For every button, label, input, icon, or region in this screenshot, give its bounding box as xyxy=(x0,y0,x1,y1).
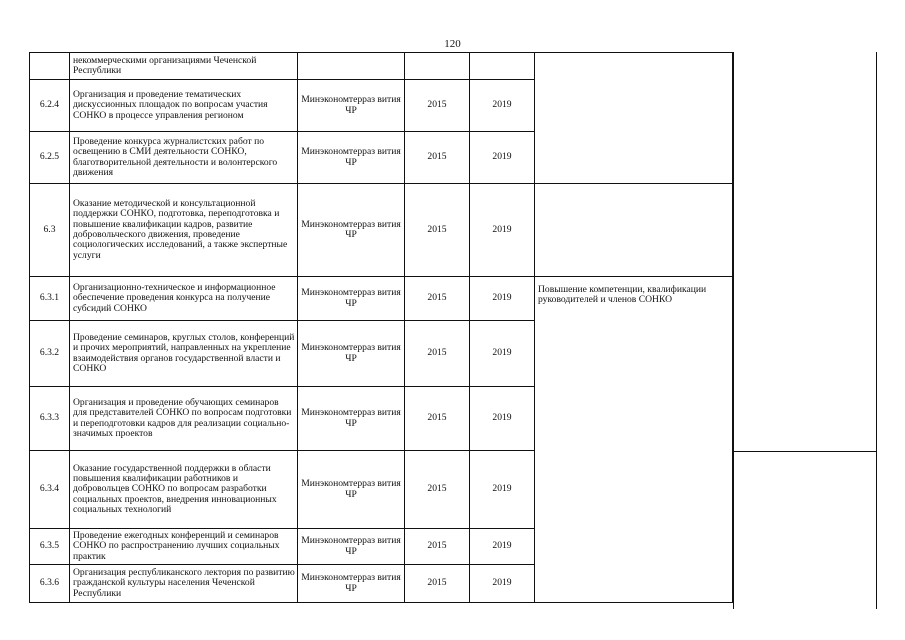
executor: Минэкономтерраз вития ЧР xyxy=(298,565,405,603)
start-year: 2015 xyxy=(405,529,470,565)
end-year: 2019 xyxy=(470,321,535,387)
row-number: 6.2.5 xyxy=(30,132,70,184)
activity-name: некоммерческими организациями Чеченской Республики xyxy=(70,53,298,80)
end-year: 2019 xyxy=(470,529,535,565)
result-cell xyxy=(535,277,733,603)
result-cell-empty xyxy=(535,184,733,277)
start-year: 2015 xyxy=(405,132,470,184)
executor: Минэкономтерраз вития ЧР xyxy=(298,132,405,184)
end-year xyxy=(470,53,535,80)
end-year: 2019 xyxy=(470,451,535,529)
end-year: 2019 xyxy=(470,387,535,451)
row-number: 6.3 xyxy=(30,184,70,277)
activity-name: Проведение ежегодных конференций и семинаров СОНКО по распространению лучших социальных практик xyxy=(70,529,298,565)
start-year: 2015 xyxy=(405,387,470,451)
end-year: 2019 xyxy=(470,277,535,321)
executor: Минэкономтерраз вития ЧР xyxy=(298,387,405,451)
right-area-divider xyxy=(733,451,877,452)
start-year: 2015 xyxy=(405,277,470,321)
column-border xyxy=(733,52,734,609)
end-year: 2019 xyxy=(470,132,535,184)
row-number: 6.3.3 xyxy=(30,387,70,451)
row-number: 6.3.1 xyxy=(30,277,70,321)
row-number: 6.2.4 xyxy=(30,80,70,132)
row-number: 6.3.4 xyxy=(30,451,70,529)
start-year: 2015 xyxy=(405,80,470,132)
result-cell-empty xyxy=(535,53,733,184)
start-year xyxy=(405,53,470,80)
row-number xyxy=(30,53,70,80)
activity-name: Проведение конкурса журналистских работ по освещению в СМИ деятельности СОНКО, благотворительной деятельности и волонтерского движения xyxy=(70,132,298,184)
row-number: 6.3.2 xyxy=(30,321,70,387)
table-row xyxy=(30,184,733,277)
row-number: 6.3.6 xyxy=(30,565,70,603)
activity-name: Проведение семинаров, круглых столов, конференций и прочих мероприятий, направленных на укрепление взаимодействия органов государственной власти и СОНКО xyxy=(70,321,298,387)
activity-name: Организация и проведение обучающих семинаров для представителей СОНКО по вопросам подготовки и переподготовки кадров для реализации социально-значимых проектов xyxy=(70,387,298,451)
end-year: 2019 xyxy=(470,80,535,132)
page-number: 120 xyxy=(444,38,461,50)
executor: Минэкономтерраз вития ЧР xyxy=(298,184,405,277)
executor: Минэкономтерраз вития ЧР xyxy=(298,277,405,321)
start-year: 2015 xyxy=(405,451,470,529)
activity-name: Организация и проведение тематических дискуссионных площадок по вопросам участия СОНКО в процессе управления регионом xyxy=(70,80,298,132)
activity-name: Оказание государственной поддержки в области повышения квалификации работников и добровольцев СОНКО по вопросам разработки социальных проектов, внедрения инновационных социальных технологий xyxy=(70,451,298,529)
end-year: 2019 xyxy=(470,184,535,277)
table-row xyxy=(30,277,733,321)
executor xyxy=(298,53,405,80)
executor: Минэкономтерраз вития ЧР xyxy=(298,80,405,132)
page-right-border xyxy=(876,52,877,609)
executor: Минэкономтерраз вития ЧР xyxy=(298,321,405,387)
activity-name: Оказание методической и консультационной поддержки СОНКО, подготовка, переподготовка и повышение квалификации кадров, развитие добровольческого движения, проведение социологических исследований, а также экспертные услуги xyxy=(70,184,298,277)
start-year: 2015 xyxy=(405,321,470,387)
activity-name: Организационно-техническое и информационное обеспечение проведения конкурса на получение субсидий СОНКО xyxy=(70,277,298,321)
start-year: 2015 xyxy=(405,565,470,603)
table-row xyxy=(30,53,733,80)
end-year: 2019 xyxy=(470,565,535,603)
activity-name: Организация республиканского лектория по развитию гражданской культуры населения Чеченской Республики xyxy=(70,565,298,603)
program-table xyxy=(29,52,733,603)
row-number: 6.3.5 xyxy=(30,529,70,565)
expected-result: Повышение компетенции, квалификации руководителей и членов СОНКО xyxy=(538,284,707,306)
start-year: 2015 xyxy=(405,184,470,277)
executor: Минэкономтерраз вития ЧР xyxy=(298,529,405,565)
executor: Минэкономтерраз вития ЧР xyxy=(298,451,405,529)
